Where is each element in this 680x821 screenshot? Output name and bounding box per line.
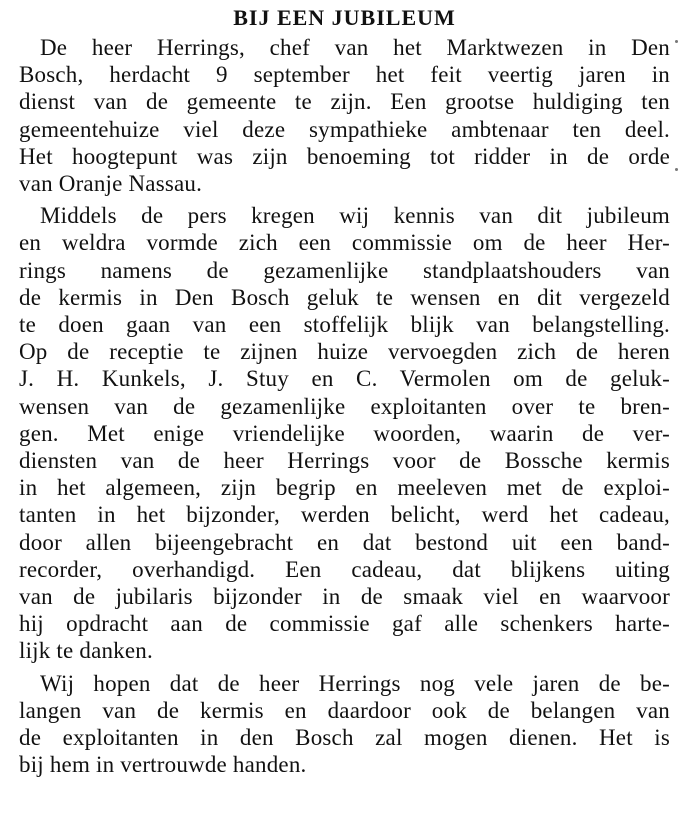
text-line: Op de receptie te zijnen huize vervoegden zich de heren (19, 339, 670, 365)
text-line: Wij hopen dat de heer Herrings nog vele jaren de be- (40, 670, 670, 696)
text-line: de kermis in Den Bosch geluk te wensen en dit vergezeld (19, 284, 670, 310)
text-line: dienst van de gemeente te zijn. Een grootse huldiging ten (19, 89, 670, 115)
text-line: Middels de pers kregen wij kennis van dit jubileum (40, 203, 670, 229)
text-line: hij opdracht aan de commissie gaf alle schenkers harte- (19, 611, 670, 637)
text-line: bij hem in vertrouwde handen. (19, 752, 307, 778)
text-line: diensten van de heer Herrings voor de Bossche kermis (19, 448, 670, 474)
text-line: van Oranje Nassau. (19, 171, 203, 197)
article-title: BIJ EEN JUBILEUM (233, 5, 456, 30)
article-paragraph (19, 670, 670, 779)
article-body (19, 34, 670, 778)
scan-speck (675, 40, 678, 43)
text-line: gen. Met enige vriendelijke woorden, waarin de ver- (19, 420, 670, 446)
text-line: de exploitanten in den Bosch zal mogen dienen. Het is (19, 725, 670, 751)
text-line: J. H. Kunkels, J. Stuy en C. Vermolen om de geluk- (19, 366, 670, 392)
text-line: in het algemeen, zijn begrip en meeleven met de exploi- (19, 475, 670, 501)
article-paragraph (19, 34, 670, 197)
text-line: te doen gaan van een stoffelijk blijk van belangstelling. (19, 312, 670, 338)
text-line: Bosch, herdacht 9 september het feit veertig jaren in (19, 62, 670, 88)
text-line: recorder, overhandigd. Een cadeau, dat blijkens uiting (19, 556, 670, 582)
text-line: langen van de kermis en daardoor ook de belangen van (19, 697, 670, 723)
text-line: gemeentehuize viel deze sympathieke ambtenaar ten deel. (19, 116, 670, 142)
text-line: wensen van de gezamenlijke exploitanten over te bren- (19, 393, 670, 419)
text-line: van de jubilaris bijzonder in de smaak viel en waarvoor (19, 584, 670, 610)
scan-speck (675, 168, 678, 171)
text-line: door allen bijeengebracht en dat bestond uit een band- (19, 529, 670, 555)
text-line: Het hoogtepunt was zijn benoeming tot ridder in de orde (19, 143, 670, 169)
text-line: De heer Herrings, chef van het Marktwezen in Den (40, 35, 670, 60)
text-line: en weldra vormde zich een commissie om de heer Her- (19, 230, 670, 256)
text-line: tanten in het bijzonder, werden belicht, werd het cadeau, (19, 502, 670, 528)
text-line: rings namens de gezamenlijke standplaatshouders van (19, 257, 670, 283)
text-line: lijk te danken. (19, 638, 153, 664)
article-paragraph (19, 202, 670, 664)
